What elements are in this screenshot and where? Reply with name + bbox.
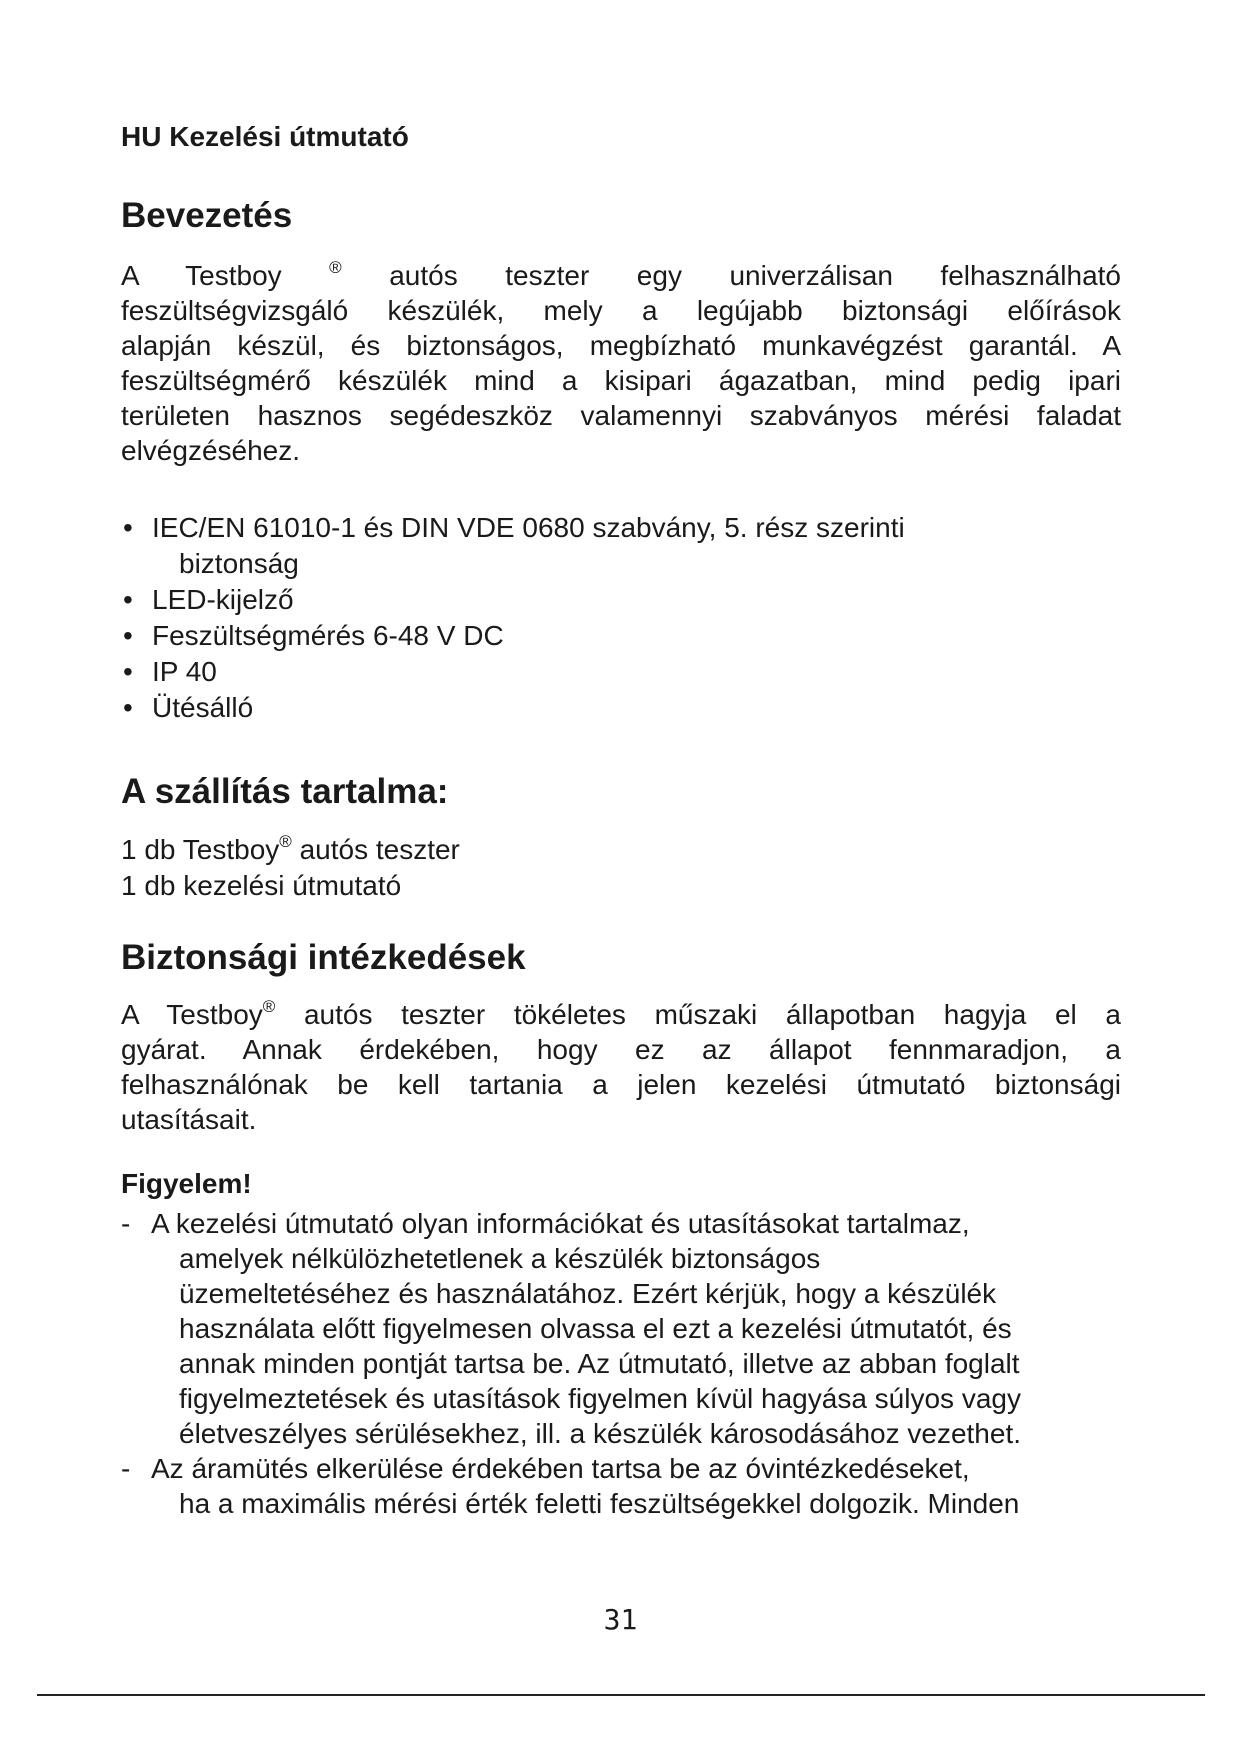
feature-text-continued: biztonság xyxy=(179,548,299,579)
feature-text: IP 40 xyxy=(152,656,217,687)
page-number: 31 xyxy=(603,1603,638,1636)
intro-heading: Bevezetés xyxy=(121,196,293,235)
delivery-heading: A szállítás tartalma: xyxy=(121,772,449,811)
safety-line: felhasználónak be kell tartania a jelen kezelési útmutató biztonsági xyxy=(121,1069,1121,1100)
warning-text: Az áramütés elkerülése érdekében tartsa be az óvintézkedéseket, xyxy=(151,1453,970,1484)
warning-text: A kezelési útmutató olyan információkat és utasításokat tartalmaz, xyxy=(151,1208,970,1239)
safety-heading: Biztonsági intézkedések xyxy=(121,938,526,977)
warning-text-continued: annak minden pontját tartsa be. Az útmutató, illetve az abban foglalt xyxy=(179,1348,1020,1379)
feature-text: Feszültségmérés 6-48 V DC xyxy=(152,620,504,651)
intro-line: területen hasznos segédeszköz valamennyi szabványos mérési faladat xyxy=(121,400,1121,431)
warning-text-continued: figyelmeztetések és utasítások figyelmen kívül hagyása súlyos vagy xyxy=(179,1383,1021,1414)
bullet-icon: • xyxy=(123,620,133,651)
feature-text: Ütésálló xyxy=(152,692,254,723)
feature-item xyxy=(121,690,1121,726)
safety-line: utasításait. xyxy=(121,1104,257,1135)
bullet-icon: • xyxy=(123,584,133,615)
dash-marker: - xyxy=(121,1453,131,1484)
feature-text: IEC/EN 61010-1 és DIN VDE 0680 szabvány, 5. rész szerinti xyxy=(152,512,905,543)
warning-list xyxy=(121,1206,1121,1521)
registered-mark: ® xyxy=(279,832,292,851)
warning-text-continued: használata előtt figyelmesen olvassa el ezt a kezelési útmutatót, és xyxy=(179,1313,1012,1344)
registered-mark: ® xyxy=(329,258,342,277)
safety-line-text: A Testboy xyxy=(121,999,263,1030)
warning-text-continued: ha a maximális mérési érték feletti feszültségekkel dolgozik. Minden xyxy=(179,1488,1020,1519)
feature-list xyxy=(121,510,1121,726)
warning-text-continued: életveszélyes sérülésekhez, ill. a készülék károsodásához vezethet. xyxy=(179,1418,1021,1449)
intro-line-text: A Testboy xyxy=(121,260,330,291)
feature-item xyxy=(121,582,1121,618)
intro-line-text: autós teszter egy univerzálisan felhasználható xyxy=(341,260,1121,291)
intro-line: feszültségmérő készülék mind a kisipari ágazatban, mind pedig ipari xyxy=(121,365,1121,396)
intro-paragraph xyxy=(121,258,1121,468)
safety-line-text: autós teszter tökéletes műszaki állapotban hagyja el a xyxy=(275,999,1122,1030)
warning-heading: Figyelem! xyxy=(121,1168,252,1199)
safety-paragraph xyxy=(121,997,1121,1137)
warning-text-continued: üzemeltetéséhez és használatához. Ezért kérjük, hogy a készülék xyxy=(179,1278,997,1309)
footer-divider xyxy=(37,1694,1205,1696)
safety-line xyxy=(121,997,1121,1032)
feature-item xyxy=(121,654,1121,690)
section-header: HU Kezelési útmutató xyxy=(121,121,409,152)
delivery-list xyxy=(121,832,460,904)
bullet-icon: • xyxy=(123,692,133,723)
dash-marker: - xyxy=(121,1208,131,1239)
delivery-item xyxy=(121,832,460,868)
delivery-item: 1 db kezelési útmutató xyxy=(121,870,402,901)
warning-item xyxy=(121,1451,1121,1521)
intro-line: elvégzéséhez. xyxy=(121,435,301,466)
safety-line: gyárat. Annak érdekében, hogy ez az állapot fennmaradjon, a xyxy=(121,1034,1121,1065)
delivery-item-text: autós teszter xyxy=(291,834,460,865)
feature-item xyxy=(121,618,1121,654)
bullet-icon: • xyxy=(123,656,133,687)
warning-item xyxy=(121,1206,1121,1451)
registered-mark: ® xyxy=(262,997,276,1016)
bullet-icon: • xyxy=(123,512,133,543)
feature-text: LED-kijelző xyxy=(152,584,294,615)
intro-line xyxy=(121,258,1121,293)
intro-line: feszültségvizsgáló készülék, mely a legújabb biztonsági előírások xyxy=(121,295,1121,326)
feature-item xyxy=(121,510,1121,582)
warning-text-continued: amelyek nélkülözhetetlenek a készülék biztonságos xyxy=(179,1243,821,1274)
delivery-item-text: 1 db Testboy xyxy=(121,834,280,865)
intro-line: alapján készül, és biztonságos, megbízható munkavégzést garantál. A xyxy=(121,330,1121,361)
